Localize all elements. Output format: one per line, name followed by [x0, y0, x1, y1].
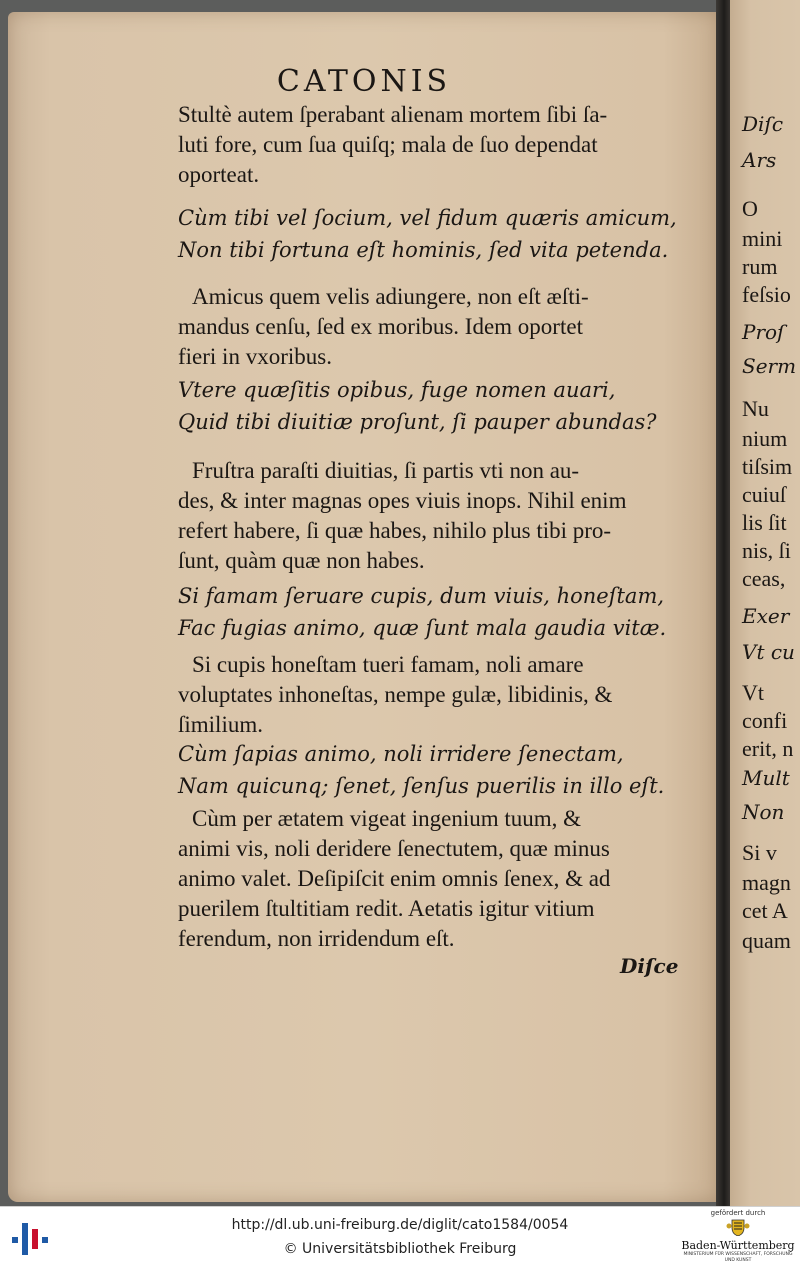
right-page-line: nium	[742, 426, 788, 451]
coat-of-arms-icon	[725, 1218, 751, 1236]
copyright-text: © Universitätsbibliothek Freiburg	[283, 1241, 517, 1257]
text-line: Quid tibi diuitiæ proſunt, ſi pauper abundas?	[178, 410, 657, 434]
text-line: des, & inter magnas opes viuis inops. Nihil enim	[178, 488, 627, 513]
right-page-line: Mult	[742, 766, 790, 790]
sponsor-top-text: gefördert durch	[710, 1209, 766, 1217]
right-page-line: Vt cu	[742, 640, 795, 664]
right-page-line: O	[742, 196, 758, 221]
text-line: Vtere quæſitis opibus, fuge nomen auari,	[178, 378, 616, 402]
book-page-left	[8, 12, 720, 1202]
text-line: Si famam ſeruare cupis, dum viuis, honeſtam,	[178, 584, 665, 608]
right-page-line: Proſ	[742, 320, 785, 344]
page-url-link[interactable]: http://dl.ub.uni-freiburg.de/diglit/cato1584/0054	[231, 1217, 569, 1233]
text-line: ferendum, non irridendum eſt.	[178, 926, 455, 951]
text-line: Cùm tibi vel ſocium, vel fidum quæris amicum,	[178, 206, 677, 230]
right-page-line: Exer	[742, 604, 790, 628]
text-line: Fruſtra paraſti diuitias, ſi partis vti non au-	[192, 458, 580, 483]
prose-paragraph	[178, 650, 718, 740]
text-line: puerilem ſtultitiam redit. Aetatis igitur vitium	[178, 896, 595, 921]
sponsor-name: Baden-Württemberg	[681, 1239, 795, 1252]
sponsor-logo	[680, 1209, 796, 1263]
prose-paragraph	[178, 100, 718, 190]
text-line: ſimilium.	[178, 712, 263, 737]
verse-couplet	[178, 202, 718, 266]
text-line: animi vis, noli deridere ſenectutem, quæ minus	[178, 836, 610, 861]
right-page-line: nis, ſi	[742, 538, 791, 563]
text-line: Amicus quem velis adiungere, non eſt æſti-	[192, 284, 589, 309]
text-line: refert habere, ſi quæ habes, nihilo plus tibi pro-	[178, 518, 612, 543]
prose-paragraph	[178, 804, 718, 954]
verse-couplet	[178, 738, 718, 802]
prose-paragraph	[178, 456, 718, 576]
page-header: CATONIS	[276, 64, 452, 99]
right-page-line: feſsio	[742, 282, 791, 307]
verse-couplet	[178, 374, 718, 438]
text-line: mandus cenſu, ſed ex moribus. Idem oportet	[178, 314, 583, 339]
right-page-line: Ars	[742, 148, 777, 172]
right-page-line: Diſc	[742, 112, 784, 136]
right-page-line: cet A	[742, 898, 788, 923]
text-line: Fac fugias animo, quæ ſunt mala gaudia vitæ.	[178, 616, 667, 640]
right-page-line: rum	[742, 254, 778, 279]
right-page-line: lis ſit	[742, 510, 787, 535]
right-page-line: ceas,	[742, 566, 786, 591]
right-page-line: cuiuſ	[742, 482, 786, 507]
right-page-line: Si v	[742, 840, 777, 865]
text-line: voluptates inhoneſtas, nempe gulæ, libidinis, &	[178, 682, 613, 707]
right-page-line: confi	[742, 708, 788, 733]
text-line: Stultè autem ſperabant alienam mortem ſibi ſa-	[178, 102, 608, 127]
text-line: Si cupis honeſtam tueri famam, noli amare	[192, 652, 584, 677]
text-line: Cùm per ætatem vigeat ingenium tuum, &	[192, 806, 582, 831]
catchword: Diſce	[620, 954, 679, 978]
footer-bar	[0, 1206, 800, 1265]
right-page-line: Non	[742, 800, 785, 824]
sponsor-sub: MINISTERIUM FÜR WISSENSCHAFT, FORSCHUNG UND KUNST	[683, 1252, 793, 1263]
right-page-line: magn	[742, 870, 791, 895]
text-line: oporteat.	[178, 162, 260, 187]
text-line: fieri in vxoribus.	[178, 344, 332, 369]
text-line: animo valet. Deſipiſcit enim omnis ſenex, & ad	[178, 866, 611, 891]
text-line: Cùm ſapias animo, noli irridere ſenectam,	[178, 742, 624, 766]
text-line: Nam quicunq; ſenet, ſenſus puerilis in illo eſt.	[178, 774, 665, 798]
book-page-right	[730, 0, 800, 1206]
right-page-line: Serm	[742, 354, 797, 378]
right-page-line: quam	[742, 928, 791, 953]
text-line: luti fore, cum ſua quiſq; mala de ſuo dependat	[178, 132, 598, 157]
prose-paragraph	[178, 282, 718, 372]
right-page-line: tiſsim	[742, 454, 793, 479]
text-line: Non tibi fortuna eſt hominis, ſed vita petenda.	[178, 238, 669, 262]
text-line: ſunt, quàm quæ non habes.	[178, 548, 425, 573]
right-page-line: Vt	[742, 680, 764, 705]
right-page-line: mini	[742, 226, 783, 251]
verse-couplet	[178, 580, 718, 644]
right-page-line: Nu	[742, 396, 769, 421]
right-page-line: erit, n	[742, 736, 794, 761]
